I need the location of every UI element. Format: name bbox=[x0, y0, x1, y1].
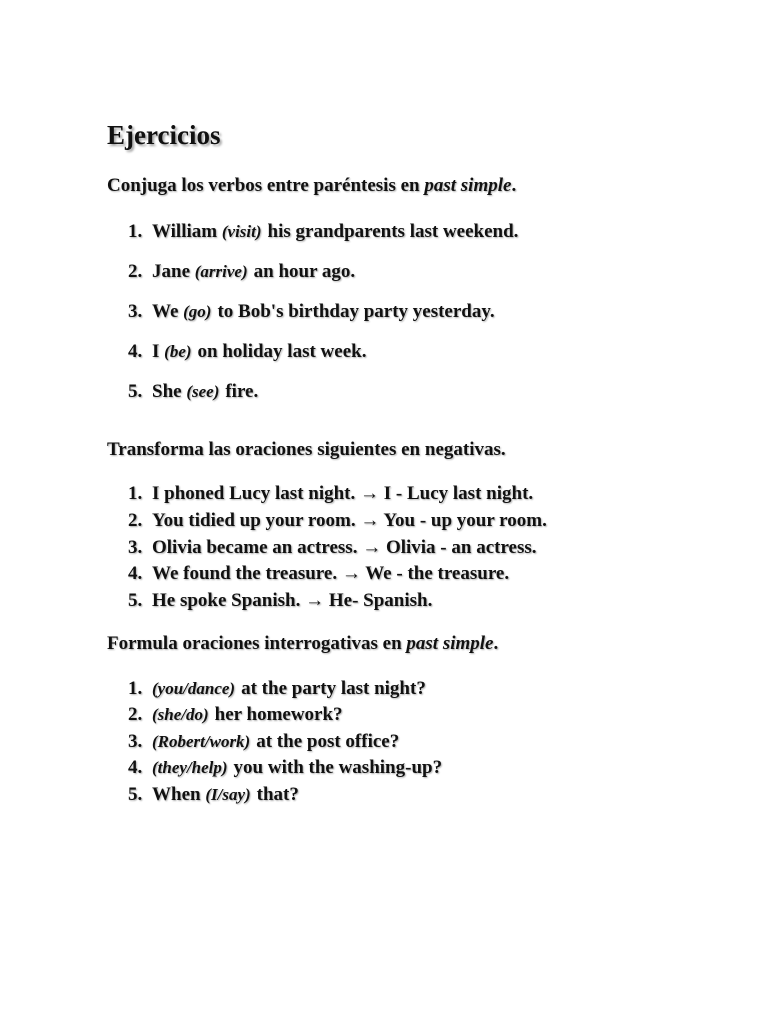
page-title: Ejercicios bbox=[107, 120, 221, 150]
exercise-item: 2. You tidied up your room. → You - up your room. bbox=[128, 510, 547, 531]
verb-hint: (I/say) bbox=[205, 785, 251, 804]
exercise-item: 1. I phoned Lucy last night. → I - Lucy last night. bbox=[128, 483, 534, 504]
verb-hint: (be) bbox=[164, 342, 192, 361]
verb-hint: (see) bbox=[186, 382, 220, 401]
instruction-emphasis: past simple bbox=[424, 175, 512, 196]
instruction-interrogative: Formula oraciones interrogativas en past simple. bbox=[107, 633, 499, 654]
exercise-item: 1. (you/dance) at the party last night? bbox=[128, 678, 426, 699]
exercise-item: 5. She (see) fire. bbox=[128, 381, 259, 402]
exercise-item: 4. (they/help) you with the washing-up? bbox=[128, 757, 443, 778]
instruction-conjugate: Conjuga los verbos entre paréntesis en past simple. bbox=[107, 175, 517, 196]
exercise-item: 5. When (I/say) that? bbox=[128, 784, 299, 805]
exercise-item: 1. William (visit) his grandparents last weekend. bbox=[128, 221, 519, 242]
exercise-item: 2. Jane (arrive) an hour ago. bbox=[128, 261, 356, 282]
instruction-emphasis: past simple bbox=[406, 633, 494, 654]
exercise-item: 3. Olivia became an actress. → Olivia - an actress. bbox=[128, 537, 537, 558]
verb-hint: (visit) bbox=[221, 222, 262, 241]
exercise-item: 5. He spoke Spanish. → He- Spanish. bbox=[128, 590, 433, 611]
verb-hint: (they/help) bbox=[152, 758, 228, 777]
exercise-item: 4. I (be) on holiday last week. bbox=[128, 341, 367, 362]
exercise-item: 2. (she/do) her homework? bbox=[128, 704, 343, 725]
instruction-negative: Transforma las oraciones siguientes en negativas. bbox=[107, 439, 506, 460]
verb-hint: (you/dance) bbox=[152, 679, 236, 698]
exercise-item: 3. (Robert/work) at the post office? bbox=[128, 731, 400, 752]
exercise-item: 3. We (go) to Bob's birthday party yesterday. bbox=[128, 301, 495, 322]
verb-hint: (arrive) bbox=[194, 262, 248, 281]
verb-hint: (she/do) bbox=[152, 705, 209, 724]
verb-hint: (go) bbox=[183, 302, 212, 321]
exercise-item: 4. We found the treasure. → We - the treasure. bbox=[128, 563, 510, 584]
verb-hint: (Robert/work) bbox=[152, 732, 251, 751]
